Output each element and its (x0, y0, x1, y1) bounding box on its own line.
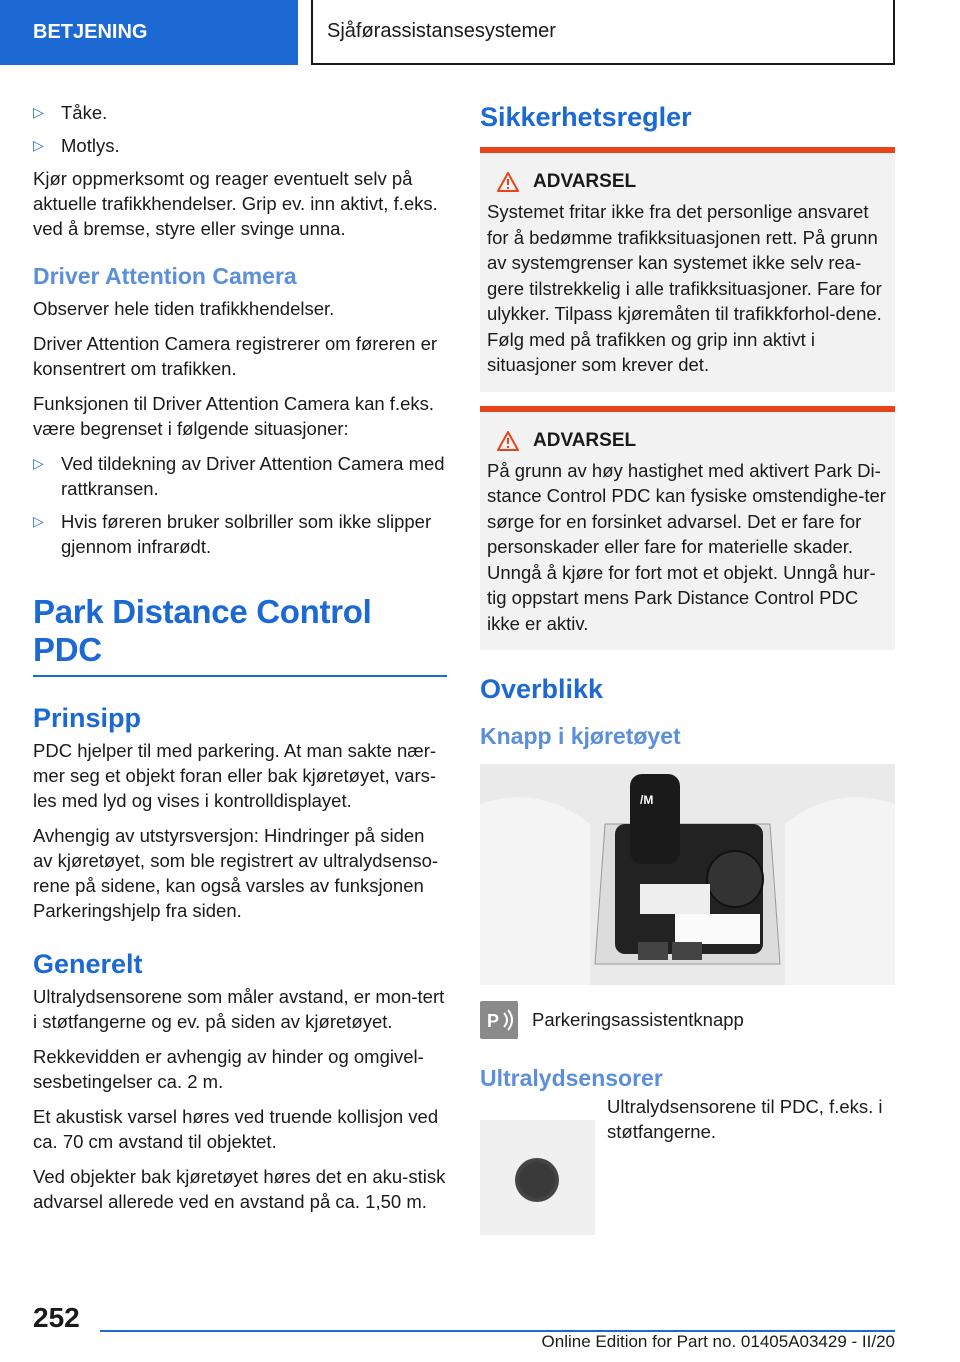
safety-heading: Sikkerhetsregler (480, 102, 692, 132)
warning-title-text: ADVARSEL (533, 171, 637, 192)
list-item (33, 509, 447, 559)
warning-text: Systemet fritar ikke fra det personlige ansvaret for å bedømme trafikksituasjonen rett. På grunn av systemgrenser kan systemet ikke selv rea-gere tilstrekkelig i alle trafikksituasjoner. Fare for ulykker. Tilpass kjøremåten til trafikkforhol-dene. Følg med på trafikken og grip inn aktivt i situasjoner som krever det. (487, 201, 882, 375)
left-column (33, 100, 447, 1224)
list-item (33, 451, 447, 501)
paragraph: Observer hele tiden trafikkhendelser. (33, 298, 335, 319)
ultrasonic-sensor-image (480, 1120, 595, 1235)
paragraph: Funksjonen til Driver Attention Camera kan f.eks. være begrenset i følgende situasjoner: (33, 393, 435, 439)
warning-title-text: ADVARSEL (533, 429, 637, 451)
warning-triangle-icon (497, 431, 519, 451)
sensor-row (480, 1092, 895, 1235)
paragraph: Ved objekter bak kjøretøyet høres det en aku-stisk advarsel allerede ved en avstand på ca. 1,50 m. (33, 1166, 446, 1212)
chapter-title: Sjåførassistansesystemer (311, 0, 895, 65)
paragraph: Et akustisk varsel høres ved truende kollisjon ved ca. 70 cm avstand til objektet. (33, 1106, 439, 1152)
parking-assistant-button-icon (480, 1001, 518, 1039)
list-item-text: Motlys. (61, 135, 120, 156)
footer-edition: Online Edition for Part no. 01405A03429 - II/20 (541, 1332, 895, 1351)
right-column (480, 100, 895, 1235)
pdc-heading: Park Distance Control PDC (33, 593, 447, 677)
button-caption: Parkeringsassistentknapp (532, 1009, 744, 1030)
paragraph: Rekkevidden er avhengig av hinder og omgivel-sesbetingelser ca. 2 m. (33, 1046, 424, 1092)
generelt-heading: Generelt (33, 949, 143, 979)
paragraph: Ultralydsensorene som måler avstand, er mon-tert i støtfangerne og ev. på siden av kjøretøyet. (33, 986, 445, 1032)
warning-title (487, 430, 887, 452)
warning-title (487, 171, 887, 193)
list-item (33, 133, 447, 158)
warning-text: På grunn av høy hastighet med aktivert Park Di-stance Control PDC kan fysiske omstendighe-ter sørge for en forsinket advarsel. Det er fare for personskader eller fare for materielle skader. Unngå å kjøre for fort mot et objekt. Unngå hur-tig oppstart mens Park Distance Control PDC ikke er aktiv. (487, 459, 886, 634)
triangle-bullet-icon: ▷ (33, 455, 44, 471)
prinsipp-heading: Prinsipp (33, 703, 142, 733)
triangle-bullet-icon: ▷ (33, 104, 44, 120)
warning-box (480, 147, 895, 392)
section-tab: BETJENING (0, 0, 298, 65)
center-console-photo (480, 764, 895, 985)
center-console-illustration (480, 764, 895, 985)
triangle-bullet-icon: ▷ (33, 513, 44, 529)
page-number: 252 (33, 1302, 80, 1333)
ultra-heading: Ultralydsensorer (480, 1065, 663, 1091)
paragraph: Driver Attention Camera registrerer om føreren er konsentrert om trafikken. (33, 333, 438, 379)
triangle-bullet-icon: ▷ (33, 137, 44, 153)
paragraph: Ultralydsensorene til PDC, f.eks. i støtfangerne. (607, 1096, 883, 1142)
paragraph: Avhengig av utstyrsversjon: Hindringer på siden av kjøretøyet, som ble registrert av ultralydsenso-rene på sidene, kan også varsles av funksjonen Parkeringshjelp fra siden. (33, 825, 439, 921)
svg-text:P: P (487, 1011, 500, 1031)
overblikk-heading: Overblikk (480, 674, 604, 704)
paragraph: PDC hjelper til med parkering. At man sakte nær-mer seg et objekt foran eller bak kjøretøyet, vars-les med lyd og vises i kontrolldisplayet. (33, 740, 437, 811)
list-item-text: Tåke. (61, 102, 108, 123)
list-item-text: Hvis føreren bruker solbriller som ikke slipper gjennom infrarødt. (61, 511, 432, 557)
svg-text:/M: /M (640, 793, 654, 807)
knapp-heading: Knapp i kjøretøyet (480, 723, 681, 749)
warning-triangle-icon (497, 172, 519, 192)
dac-heading: Driver Attention Camera (33, 263, 297, 289)
list-item (33, 100, 447, 125)
list-item-text: Ved tildekning av Driver Attention Camera med rattkransen. (61, 453, 445, 499)
button-caption-row (480, 1001, 895, 1039)
warning-box (480, 406, 895, 651)
paragraph: Kjør oppmerksomt og reager eventuelt selv på aktuelle trafikkhendelser. Grip ev. inn aktivt, f.eks. ved å bremse, styre eller svinge unna. (33, 168, 438, 239)
